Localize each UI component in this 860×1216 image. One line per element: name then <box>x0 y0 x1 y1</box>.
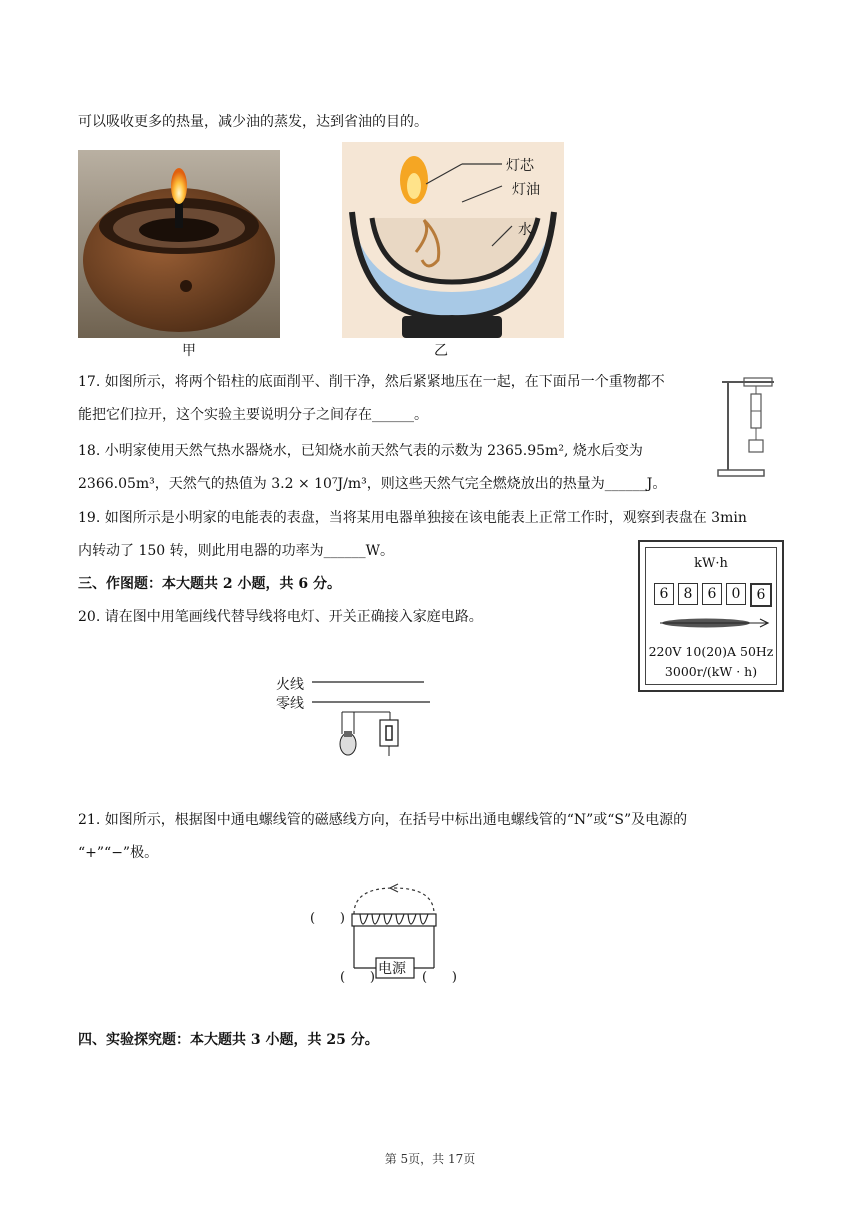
lamp-diagram <box>342 142 564 338</box>
q21-line2: “+”“−”极。 <box>78 845 159 861</box>
q17-line2: 能把它们拉开，这个实验主要说明分子之间存在______。 <box>78 407 428 423</box>
q17-line1: 17. 如图所示，将两个铅柱的底面削平、削干净，然后紧紧地压在一起，在下面吊一个重物都不 <box>78 374 665 390</box>
power-source-label: 电源 <box>378 961 406 977</box>
oil-lamp-photo <box>78 150 280 338</box>
section-4-heading: 四、实验探究题：本大题共 3 小题，共 25 分。 <box>78 1032 379 1048</box>
label-water: 水 <box>518 222 532 238</box>
q21-line1: 21. 如图所示，根据图中通电螺线管的磁感线方向，在括号中标出通电螺线管的“N”或“S”及电源的 <box>78 812 688 828</box>
meter-digit: 6 <box>654 583 674 605</box>
meter-digit-decimal: 6 <box>750 583 772 607</box>
q20-text: 20. 请在图中用笔画线代替导线将电灯、开关正确接入家庭电路。 <box>78 609 483 625</box>
meter-disc-icon <box>656 614 772 632</box>
q19-line2: 内转动了 150 转，则此用电器的功率为______W。 <box>78 543 395 559</box>
live-wire-label: 火线 <box>276 677 304 693</box>
neutral-wire-label: 零线 <box>276 696 304 712</box>
caption-yi: 乙 <box>434 343 448 359</box>
section-3-heading: 三、作图题：本大题共 2 小题，共 6 分。 <box>78 576 341 592</box>
power-right-paren: ( ) <box>422 970 457 985</box>
meter-spec: 220V 10(20)A 50Hz <box>648 644 774 659</box>
page-footer: 第 5页，共 17页 <box>384 1152 476 1166</box>
q19-line1: 19. 如图所示是小明家的电能表的表盘，当将某用电器单独接在该电能表上正常工作时，观察到表盘在 3min <box>78 510 747 526</box>
electric-meter <box>638 540 784 692</box>
q18-line1: 18. 小明家使用天然气热水器烧水，已知烧水前天然气表的示数为 2365.95m², 烧水后变为 <box>78 443 643 459</box>
meter-rate: 3000r/(kW · h) <box>664 664 758 679</box>
meter-unit: kW·h <box>694 556 728 571</box>
q18-line2: 2366.05m³，天然气的热值为 3.2 × 10⁷J/m³，则这些天然气完全燃烧放出的热量为______J。 <box>78 476 667 492</box>
caption-jia: 甲 <box>182 343 196 359</box>
meter-digit: 0 <box>726 583 746 605</box>
power-left-paren: ( ) <box>340 970 375 985</box>
solenoid-left-paren: ( ) <box>310 911 345 926</box>
meter-digit: 6 <box>702 583 722 605</box>
light-bulb-icon <box>340 712 356 755</box>
label-wick: 灯芯 <box>506 158 534 174</box>
household-circuit <box>310 676 434 764</box>
lead-cylinder-apparatus <box>716 374 782 478</box>
meter-digit: 8 <box>678 583 698 605</box>
label-oil: 灯油 <box>512 182 540 198</box>
intro-text: 可以吸收更多的热量，减少油的蒸发，达到省油的目的。 <box>78 114 428 130</box>
switch-icon <box>354 712 398 756</box>
